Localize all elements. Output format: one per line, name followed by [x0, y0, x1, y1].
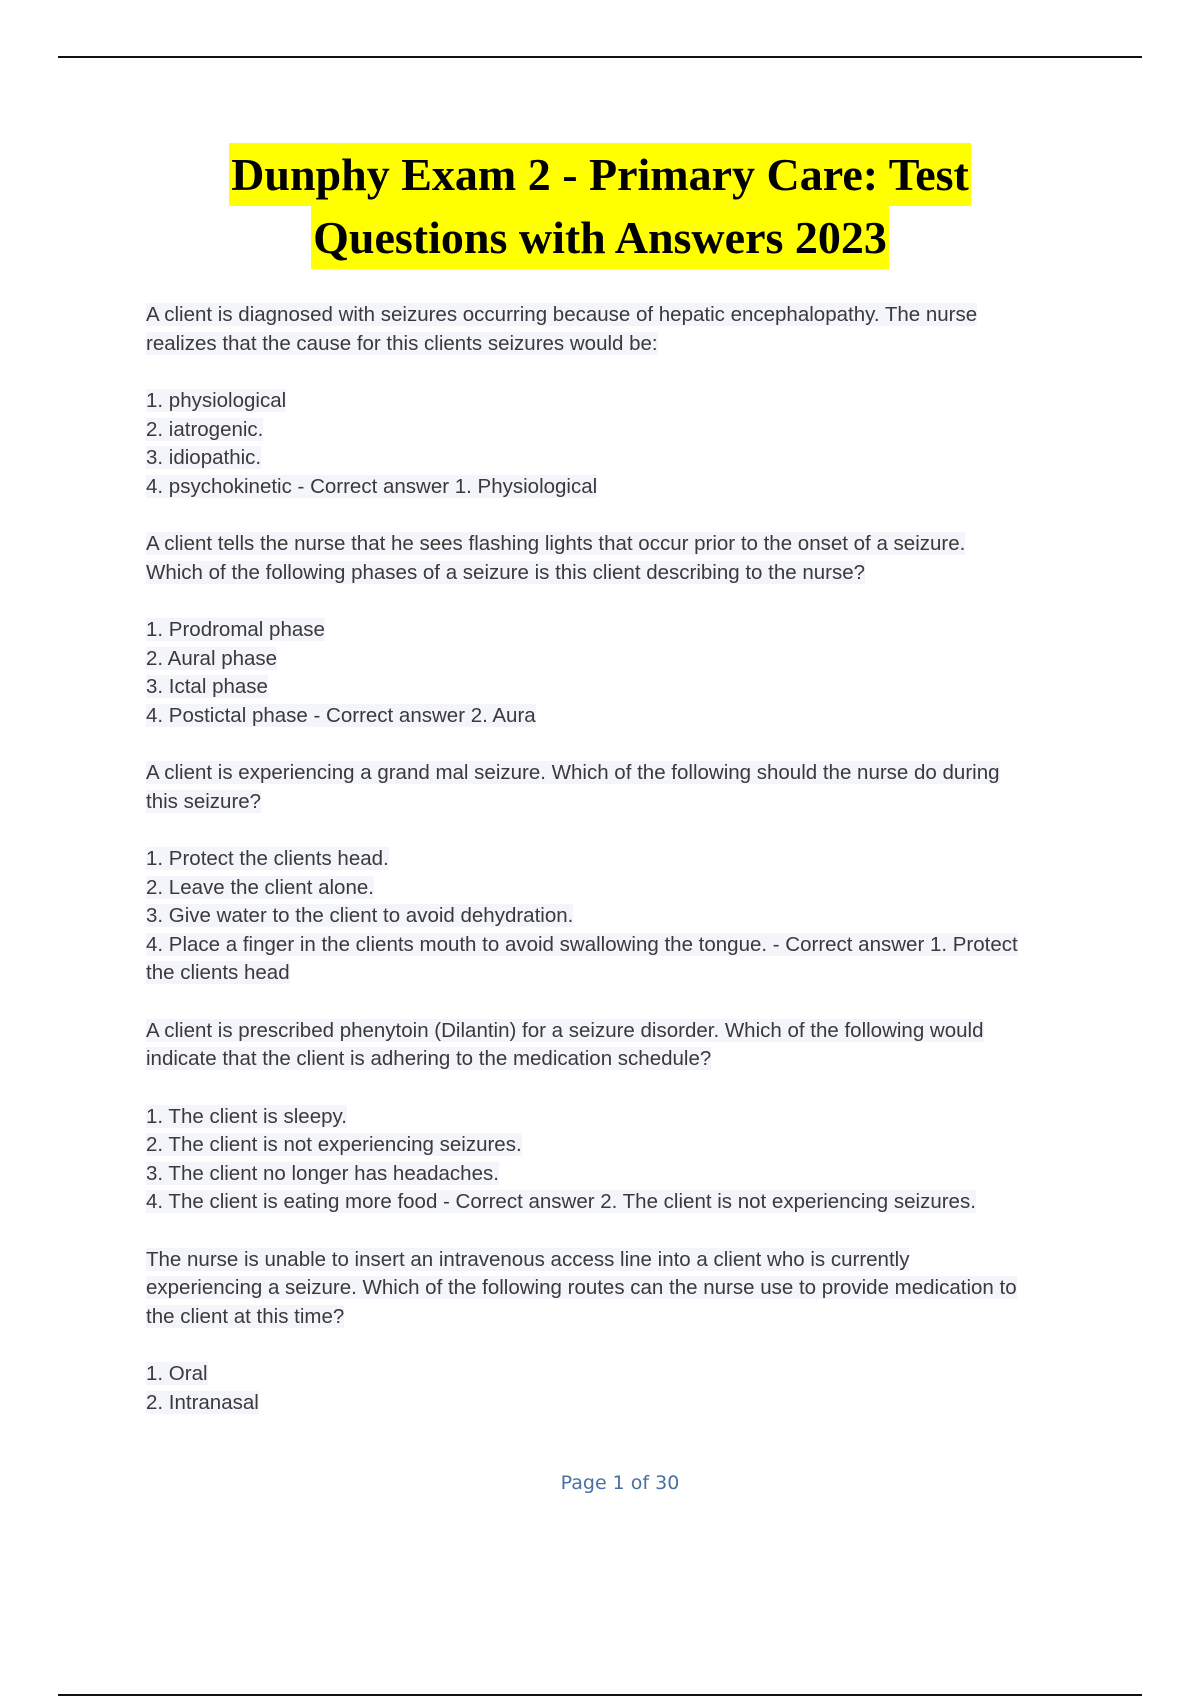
question-text — [146, 530, 1096, 587]
question-line: A client is experiencing a grand mal seizure. Which of the following should the nurse do during — [146, 761, 1000, 784]
question-4 — [146, 1017, 1096, 1217]
answer-option: 2. Aural phase — [146, 646, 278, 670]
answer-option: 1. The client is sleepy. — [146, 1104, 347, 1128]
top-rule — [58, 56, 1142, 58]
question-line: the client at this time? — [146, 1304, 345, 1328]
answer-option: 1. Oral — [146, 1362, 208, 1385]
question-line: indicate that the client is adhering to the medication schedule? — [146, 1047, 712, 1070]
question-line: The nurse is unable to insert an intravenous access line into a client who is currently — [146, 1247, 910, 1271]
answer-option: 2. The client is not experiencing seizures. — [146, 1133, 522, 1156]
answer-option: 3. The client no longer has headaches. — [146, 1161, 499, 1185]
bottom-rule — [58, 1694, 1142, 1696]
question-text — [146, 1017, 1096, 1074]
question-line: Which of the following phases of a seizure is this client describing to the nurse? — [146, 560, 866, 584]
answer-option: the clients head — [146, 961, 290, 984]
answer-option: 2. Intranasal — [146, 1390, 259, 1414]
answer-option: 3. Ictal phase — [146, 675, 268, 698]
answer-option: 1. Protect the clients head. — [146, 847, 389, 870]
document-title — [0, 143, 1200, 269]
question-line: realizes that the cause for this clients seizures would be: — [146, 331, 658, 355]
page-number: Page 1 of 30 — [560, 1472, 680, 1494]
question-line: A client is prescribed phenytoin (Dilantin) for a seizure disorder. Which of the following would — [146, 1018, 984, 1042]
question-text — [146, 759, 1096, 816]
answer-option: 1. Prodromal phase — [146, 618, 325, 641]
question-line: A client is diagnosed with seizures occurring because of hepatic encephalopathy. The nurse — [146, 303, 978, 326]
title-line-2: Questions with Answers 2023 — [311, 206, 889, 269]
question-text — [146, 1246, 1096, 1332]
question-3 — [146, 759, 1096, 988]
answer-option: 4. Place a finger in the clients mouth to avoid swallowing the tongue. - Correct answer 1. Protect — [146, 932, 1018, 956]
question-line: experiencing a seizure. Which of the following routes can the nurse use to provide medication to — [146, 1276, 1017, 1299]
question-text — [146, 301, 1096, 358]
answer-option: 4. Postictal phase - Correct answer 2. Aura — [146, 703, 536, 727]
answer-option: 4. The client is eating more food - Correct answer 2. The client is not experiencing seizures. — [146, 1190, 976, 1213]
answer-option: 4. psychokinetic - Correct answer 1. Physiological — [146, 474, 598, 498]
title-line-1: Dunphy Exam 2 - Primary Care: Test — [229, 143, 971, 206]
answer-option: 3. Give water to the client to avoid dehydration. — [146, 904, 574, 927]
answer-option: 2. iatrogenic. — [146, 417, 264, 441]
question-1 — [146, 301, 1096, 501]
question-5 — [146, 1246, 1096, 1418]
questions-body — [146, 301, 1096, 1446]
answer-option: 3. idiopathic. — [146, 446, 262, 469]
answer-option: 1. physiological — [146, 389, 287, 412]
question-line: A client tells the nurse that he sees flashing lights that occur prior to the onset of a seizure. — [146, 532, 966, 555]
question-2 — [146, 530, 1096, 730]
question-line: this seizure? — [146, 789, 262, 813]
answer-option: 2. Leave the client alone. — [146, 875, 374, 899]
